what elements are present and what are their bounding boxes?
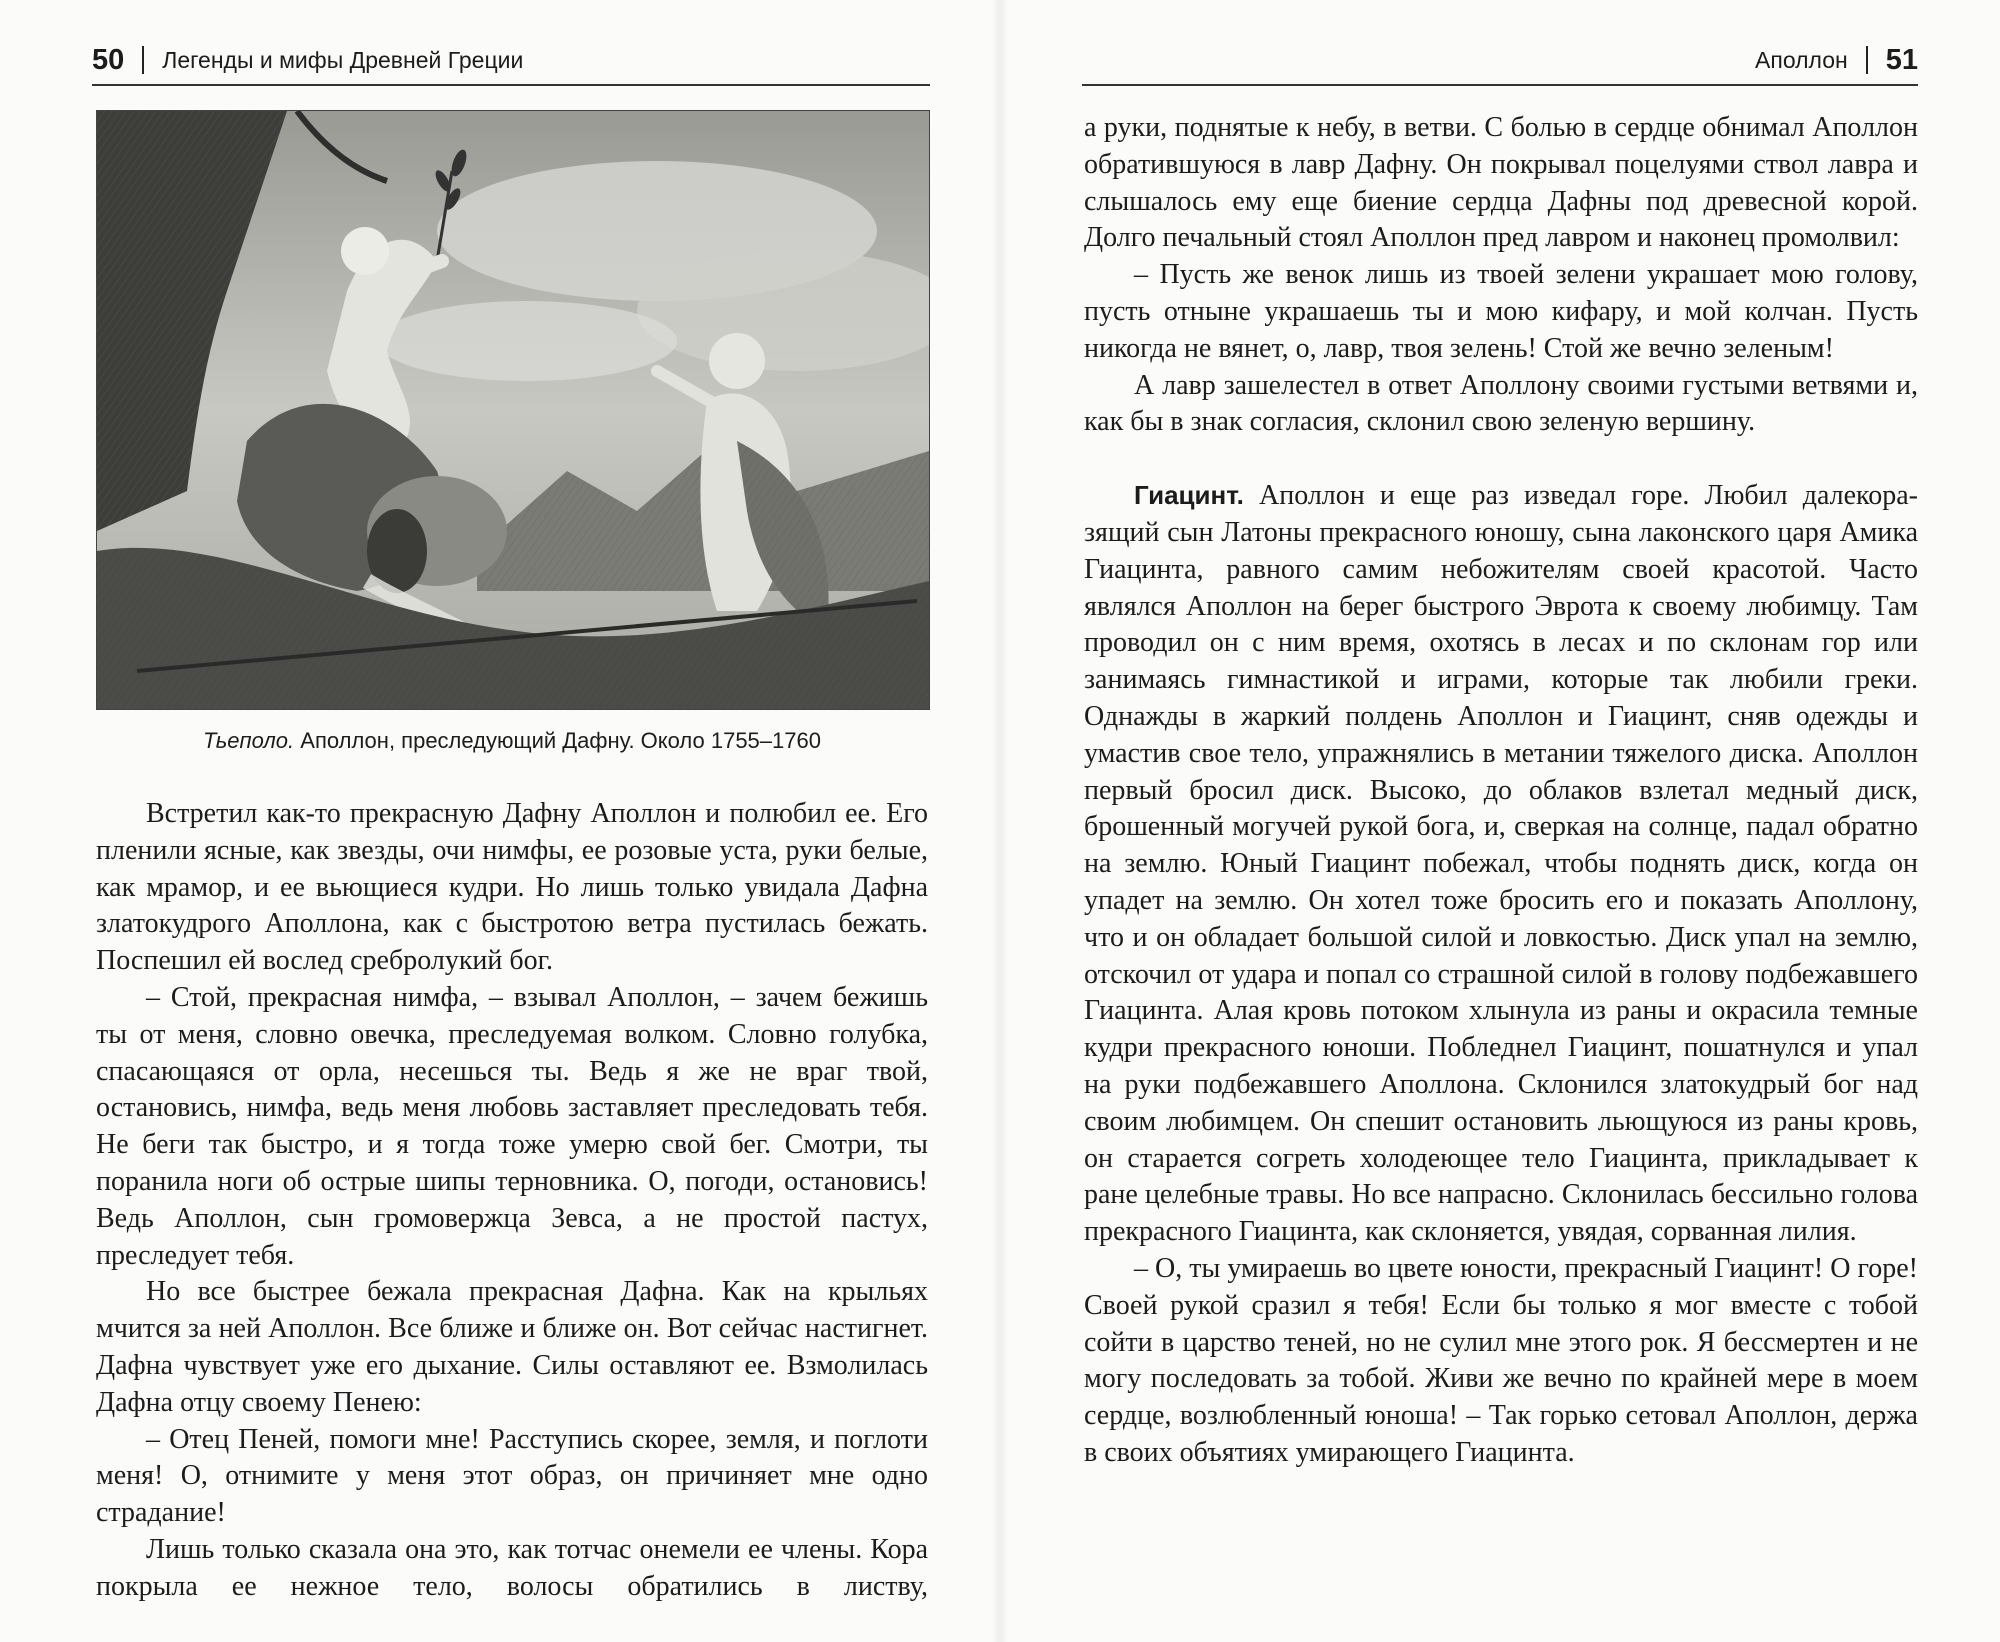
illustration-caption xyxy=(96,728,928,754)
header-rule xyxy=(92,84,930,86)
paragraph: Но все быстрее бежала прекрасная Дафна. Как на крыльях мчится за ней Аполлон. Все ближе и ближе он. Вот сейчас настигнет. Дафна чувствует уже его дыхание. Силы оставляют ее. Взмолилась Дафна отцу своему Пенею: xyxy=(96,1276,928,1418)
paragraph: – Стой, прекрасная нимфа, – взывал Аполлон, – зачем бежишь ты от меня, словно овечка, преследуемая волком. Словно голубка, спасающаяся от орла, несешься ты. Ведь я же не враг твой, остановись, нимфа, ведь меня любовь заставляет преследовать тебя. Не беги так быстро, и я тогда тоже умерю свой бег. Смотри, ты поранила ноги об острые шипы терновника. О, погоди, остановись! Ведь Аполлон, сын громовержца Зевса, а не простой пастух, преследует тебя. xyxy=(96,981,928,1271)
engraving-illustration xyxy=(96,110,930,710)
running-title: Аполлон xyxy=(1755,46,1848,73)
section-paragraph xyxy=(1084,477,1918,1251)
section-heading: Гиацинт. xyxy=(1134,480,1244,511)
header-rule xyxy=(1082,84,1918,86)
paragraph: – Пусть же венок лишь из твоей зелени украшает мою голову, пусть отныне украшаешь ты и мою кифару, и мой колчан. Пусть никогда не вянет, о, лавр, твоя зелень! Стой же вечно зеленым! xyxy=(1084,259,1918,364)
right-body-text xyxy=(1084,110,1918,1472)
running-title: Легенды и мифы Древней Греции xyxy=(162,46,524,73)
caption-author: Тьеполо. xyxy=(203,728,295,753)
apollo-daphne-picture xyxy=(97,111,929,709)
section-text: Аполлон и еще раз изведал горе. Любил далекоразящий сын Латоны прекрасного юношу, сына лаконского царя Амика Гиацинта, равного самим небожителям своей красотой. Часто являлся Аполлон на берег быстрого Эврота к своему любимцу. Там проводил он с ним время, охотясь в лесах и по склонам гор или занимаясь гимнастикой и играми, которые так любили греки. Однажды в жаркий полдень Аполлон и Гиацинт, сняв одежды и умастив свое тело, упражнялись в метании тяжелого диска. Аполлон первый бросил диск. Высоко, до облаков взлетал медный диск, брошенный могучей рукой бога, и, сверкая на солнце, падал обратно на землю. Юный Гиацинт побежал, чтобы поднять диск, когда он упадет на землю. Он хотел тоже бросить его и показать Аполлону, что и он обладает большой силой и ловкостью. Диск упал на землю, отскочил от удара и попал со страшной силой в голову подбежавшего Гиацинта. Алая кровь потоком хлынула из раны и окрасила темные кудри прекрасного юноши. Побледнел Гиацинт, пошатнулся и упал на руки подбежавшего Аполлона. Склонился златокудрый бог над своим любимцем. Он спешит остановить льющуюся из раны кровь, он старается согреть холодеющее тело Гиацинта, прикладывает к ране целебные травы. Но все напрасно. Склонилась бессильно голова прекрасного Гиацинта, как склоняется, увядая, сорванная лилия. xyxy=(1084,480,1918,1248)
left-running-header xyxy=(92,38,523,82)
paragraph: – О, ты умираешь во цвете юности, прекрасный Гиацинт! О горе! Своей рукой сразил я тебя! Если бы только я мог вместе с тобой сойти в царство теней, но не сулил мне этого рок. Я бессмертен и не могу последовать за тобой. Живи же вечно по крайней мере в моем сердце, возлюбленный юноша! – Так горько сетовал Аполлон, держа в своих объятиях умирающего Гиацинта. xyxy=(1084,1252,1918,1468)
paragraph: А лавр зашелестел в ответ Аполлону своими густыми ветвями и, как бы в знак согласия, склонил свою зеленую вершину. xyxy=(1084,369,1918,438)
paragraph: Встретил как-то прекрасную Дафну Аполлон и полюбил ее. Его пленили ясные, как звезды, очи нимфы, ее розовые уста, руки белые, как мрамор, и ее вьющиеся кудри. Но лишь только увидала Дафна златокудрого Аполлона, как с быстротою ветра пустилась бежать. Поспешил ей вослед сребролукий бог. xyxy=(96,798,928,977)
paragraph: а руки, поднятые к небу, в ветви. С болью в сердце обнимал Аполлон обратившуюся в лавр Дафну. Он покрывал поцелуями ствол лавра и слышалось ему еще биение сердца Дафны под древесной корой. Долго печальный стоял Аполлон пред лавром и наконец промолвил: xyxy=(1084,112,1918,254)
page-number: 51 xyxy=(1885,43,1918,76)
header-divider xyxy=(142,46,144,74)
caption-text: Аполлон, преследующий Дафну. Около 1755–1760 xyxy=(300,728,821,753)
right-page xyxy=(1000,0,2000,1642)
page-number: 50 xyxy=(92,43,125,76)
left-body-text xyxy=(96,796,928,1606)
right-running-header xyxy=(1755,38,1918,82)
paragraph: – Отец Пеней, помоги мне! Расступись скорее, земля, и поглоти меня! О, отнимите у меня этот образ, он причиняет мне одно страдание! xyxy=(96,1423,928,1529)
header-divider xyxy=(1866,46,1868,74)
paragraph: Лишь только сказала она это, как тотчас онемели ее члены. Кора покрыла ее нежное тело, волосы обратились в листву, xyxy=(96,1533,928,1602)
